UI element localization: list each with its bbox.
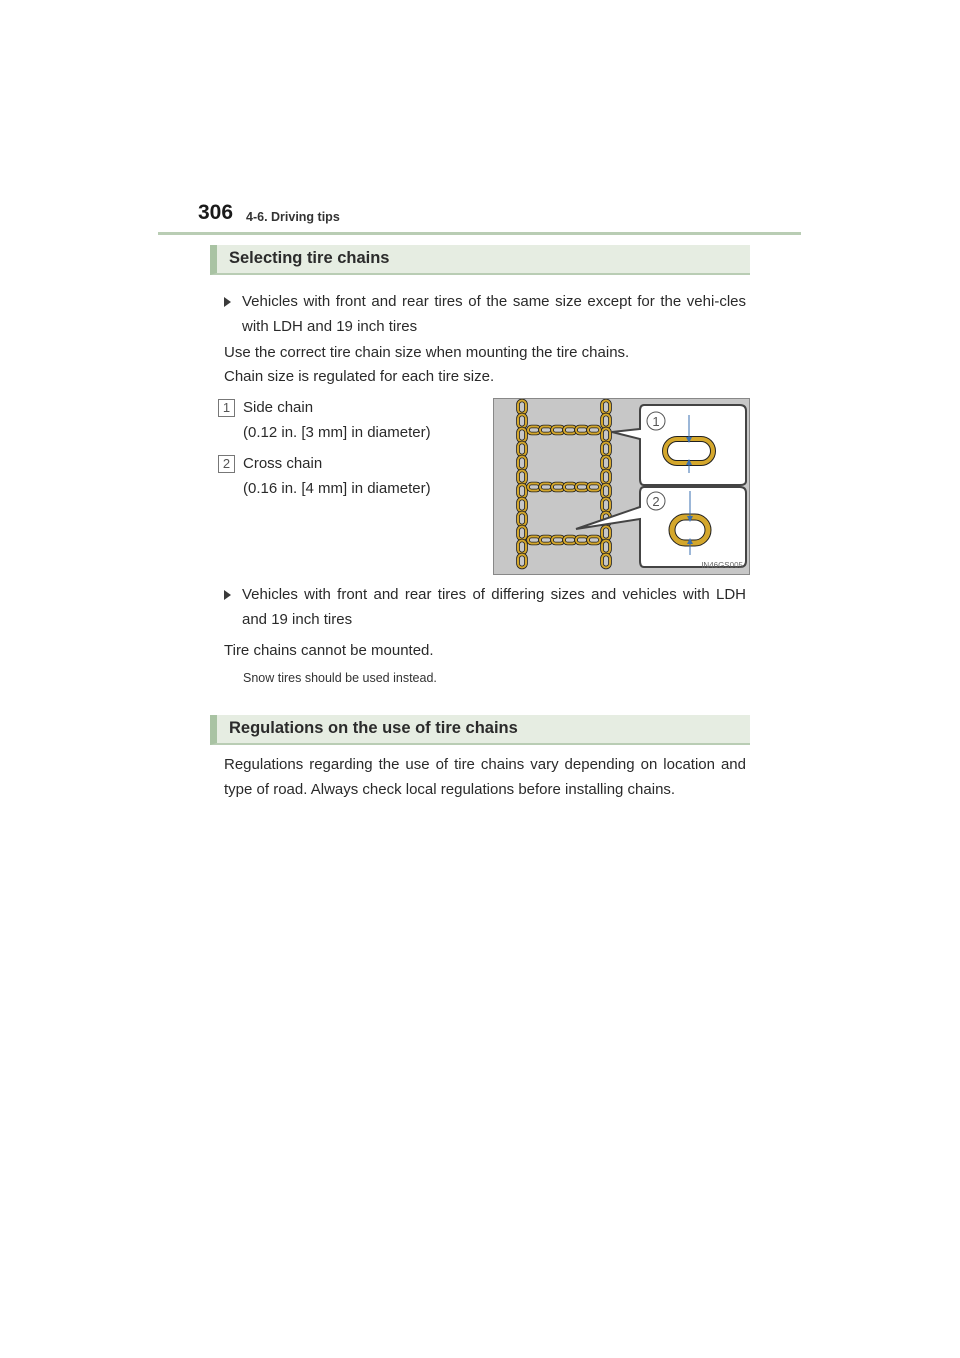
section-heading-tire-chains: [210, 245, 750, 275]
figure-label-2: 2: [652, 494, 660, 509]
paragraph: Chain size is regulated for each tire size.: [224, 368, 495, 385]
callout-text-1: [243, 395, 431, 445]
tire-chain-illustration: [493, 398, 750, 575]
callout-number-2: 2: [218, 455, 235, 473]
chain-diagram: [494, 399, 750, 575]
side-chain-right: [602, 401, 610, 568]
figure-code: IN46GS005: [701, 561, 743, 570]
page-number: 306: [198, 201, 234, 224]
header-rule: [158, 232, 801, 235]
figure-label-1: 1: [652, 414, 660, 429]
note-text: Snow tires should be used instead.: [243, 671, 437, 685]
triangle-bullet-icon: [224, 297, 231, 307]
callout-box-side-chain: [612, 405, 746, 485]
chapter-label: 4-6. Driving tips: [246, 210, 340, 224]
paragraph: Tire chains cannot be mounted.: [224, 642, 434, 659]
callout-detail: (0.12 in. [3 mm] in diameter): [243, 424, 431, 441]
side-chain-left: [518, 401, 526, 568]
section-heading-regulations: [210, 715, 750, 745]
paragraph: Regulations regarding the use of tire chains vary depending on location and type of road. Always check local regulations before installing chains.: [224, 756, 746, 798]
cross-chain-row: [528, 484, 600, 491]
section-title: Selecting tire chains: [229, 249, 390, 267]
paragraph: Use the correct tire chain size when mounting the tire chains.: [224, 344, 630, 361]
callout-text-2: [243, 451, 431, 501]
triangle-bullet-icon: [224, 590, 231, 600]
bullet-item: [224, 289, 746, 339]
callout-label: Cross chain: [243, 455, 323, 472]
bullet-text: Vehicles with front and rear tires of the same size except for the vehi-cles with LDH and 19 inch tires: [242, 293, 746, 335]
bullet-item: [224, 582, 746, 632]
section-title: Regulations on the use of tire chains: [229, 719, 518, 737]
callout-detail: (0.16 in. [4 mm] in diameter): [243, 480, 431, 497]
callout-label: Side chain: [243, 399, 314, 416]
cross-chain-row: [528, 537, 600, 544]
cross-chain-row: [528, 427, 600, 434]
bullet-text: Vehicles with front and rear tires of differing sizes and vehicles with LDH and 19 inch tires: [242, 586, 746, 628]
callout-number-1: 1: [218, 399, 235, 417]
